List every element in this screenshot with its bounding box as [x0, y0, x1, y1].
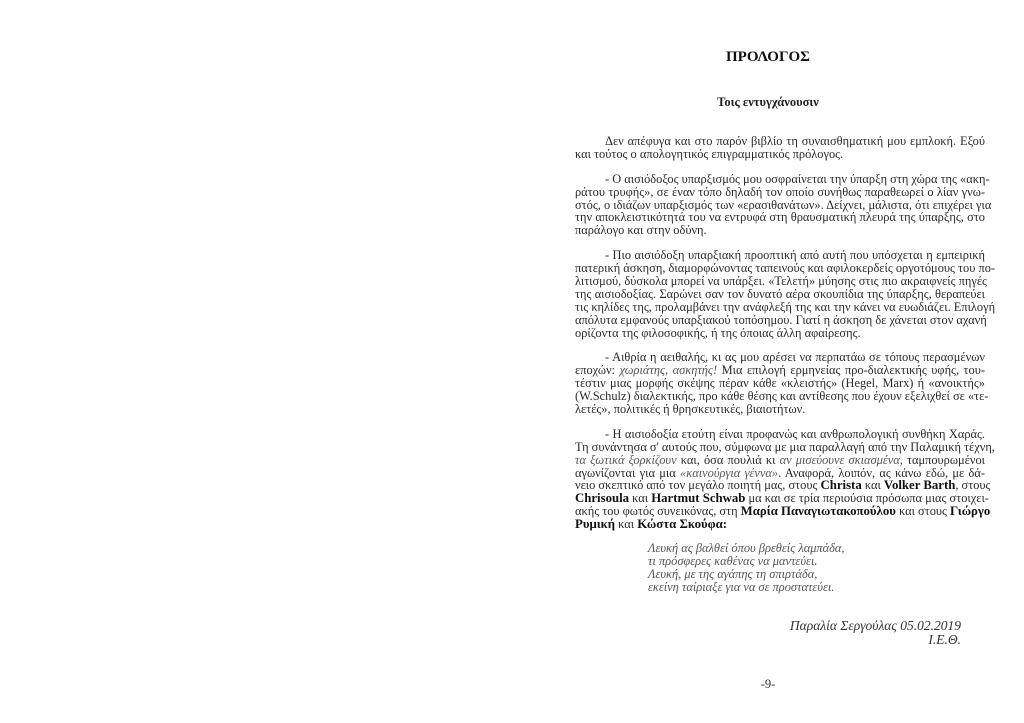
italic-phrase: τα ξωτικά ξορκίζουν	[575, 452, 677, 467]
text-segment: ορίζοντα της φιλοσοφικής, ή της όποιας άλλη αφαίρεσης.	[575, 325, 861, 340]
italic-phrase: αν μισεύουνε σκιασμένα,	[779, 452, 903, 467]
bold-name: Hartmut Schwab	[651, 491, 746, 506]
text-segment: και στους	[895, 504, 951, 519]
text-segment: , στους	[955, 478, 991, 493]
bold-name: Ρυμική	[575, 517, 616, 532]
paragraph	[575, 135, 985, 161]
text-segment: - Η αισιοδοξία ετούτη είναι προφανώς και ανθρωπολογική συνθήκη Χαράς.	[605, 426, 985, 441]
paragraph	[575, 171, 992, 238]
text-segment: και	[615, 517, 638, 532]
text-segment: Μια επιλογή ερμηνείας προ-διαλεκτικής υφής, του-	[717, 363, 985, 378]
bold-name: Κώστα Σκούφα:	[637, 517, 728, 532]
text-segment: λιτισμού, δύσκολα μπορεί να υπάρξει. «Τελετή» μύησης στις πιο ακραιφνείς πηγές	[575, 274, 987, 289]
text-segment: Τη συνάντησα σ' αυτούς που, σύμφωνα με μια παραλλαγή από την Παλαμική τέχνη,	[575, 439, 995, 454]
bold-name: Μαρία Παναγιωτακοπούλου	[740, 504, 896, 519]
page-title: ΠΡΟΛΟΓΟΣ	[726, 49, 810, 65]
signature-initials: Ι.Ε.Θ.	[928, 631, 961, 647]
prologue-body	[575, 134, 996, 543]
paragraph	[575, 426, 995, 532]
text-line	[575, 518, 985, 531]
text-segment: τέστιν μιας μορφής σκέψης πέραν κάθε «κλειστής» (Hegel, Marx) ή «ανοικτής»	[575, 376, 985, 391]
text-segment: ταμπουρωμένοι	[902, 452, 985, 467]
text-segment: εποχών:	[575, 363, 620, 378]
text-segment: . Αναφορά, λοιπόν, ας κάνω εδώ, με δά-	[778, 465, 985, 480]
italic-phrase: «καινούργια γέννα»	[680, 465, 779, 480]
signature-place-date: Παραλία Σεργούλας 05.02.2019	[789, 618, 961, 633]
paragraph	[575, 350, 989, 417]
text-segment: της αισιοδοξίας. Σαρώνει σαν τον δυνατό αέρα σκουπίδια της ύπαρξης, θεραπεύει	[575, 286, 985, 301]
poem-line: εκείνη ταίριαξε για να σε προστατεύει.	[648, 579, 835, 594]
text-segment: στός, ο ιδιάζων υπαρξισμός των «ερασιθανάτων». Δείχνει, μάλιστα, ότι επιχέρει για	[575, 197, 992, 212]
text-line	[575, 327, 985, 340]
signature	[790, 619, 961, 646]
text-segment: ακής του φωτός συνεικόνας, στη	[575, 504, 741, 519]
text-segment: ράτου τρυφής», σε έναν τόπο δηλαδή τον οποίο συνήθως παραθεωρεί ο λίαν γνω-	[575, 184, 985, 199]
text-segment: τις κηλίδες της, προλαμβάνει την ανάφλεξή της και την κάνει να ευωδιάζει. Επιλογή	[575, 299, 996, 314]
italic-phrase: χωριάτης, ασκητής!	[619, 363, 718, 378]
poem-line: Λευκή ας βαλθεί όπου βρεθείς λαμπάδα,	[648, 541, 845, 555]
text-segment: παράλογο και στην οδύνη.	[575, 223, 707, 238]
text-segment: Δεν απέφυγα και στο παρόν βιβλίο τη συναισθηματική μου εμπλοκή. Εξού	[605, 134, 985, 148]
text-segment: (W.Schulz) διαλεκτικής, προ κάθε θέσης και αντίθεσης που έχουν εξελιχθεί σε «τε-	[575, 389, 989, 404]
poem-stanza	[648, 542, 845, 594]
text-segment: νειο σκεπτικό από τον μεγάλο ποιητή μας, στους	[575, 478, 821, 493]
text-segment: και, όσα πουλιά κι	[676, 452, 780, 467]
text-segment: και	[861, 478, 884, 493]
text-segment: απόλυτα εμφανούς υπαρξιακού τοπόσημου. Γιατί η άσκηση δε χάνεται στον αχανή	[575, 312, 987, 327]
paragraph	[575, 248, 996, 340]
text-segment: μα και σε τρία περιούσια πρόσωπα μιας στοιχει-	[745, 491, 989, 506]
text-segment: - Αιθρία η αειθαλής, κι ας μου αρέσει να περπατάω σε τόπους περασμένων	[605, 350, 985, 365]
text-line	[575, 148, 985, 161]
poem-line: Λευκή, με της αγάπης τη σπιρτάδα,	[648, 566, 818, 581]
text-segment: - Ο αισιόδοξος υπαρξισμός μου οσφραίνεται την ύπαρξη στη χώρα της «ακη-	[605, 171, 990, 186]
bold-name: Chrisoula	[575, 491, 630, 506]
text-segment: λετές», πολιτικές ή θρησκευτικές, βιαιοτήτων.	[575, 402, 806, 417]
text-line	[575, 403, 985, 416]
text-segment: πατερική άσκηση, διαμορφώνοντας ταπεινούς και αφιλοκερδείς οργοτόμους του πο-	[575, 261, 996, 276]
bold-name: Volker Barth	[883, 478, 956, 493]
page-subtitle: Τοις εντυγχάνουσιν	[717, 95, 819, 109]
text-segment: την αποκλειστικότητά του να εντρυφά στη θραυσματική πλευρά της ύπαρξης, στο	[575, 210, 985, 225]
text-line	[575, 224, 985, 237]
text-segment: αγωνίζονται για μια	[575, 465, 681, 480]
text-segment: - Πιο αισιόδοξη υπαρξιακή προοπτική από αυτή που υπόσχεται η εμπειρική	[605, 248, 985, 263]
bold-name: Christa	[820, 478, 862, 493]
bold-name: Γιώργο	[950, 504, 991, 519]
text-segment: και	[629, 491, 652, 506]
page-number: -9-	[760, 677, 776, 691]
text-segment: και τούτος ο απολογητικός επιγραμματικός πρόλογος.	[575, 146, 844, 161]
poem-line: τι πρόσφερες καθένας να μαντεύει.	[648, 553, 818, 568]
